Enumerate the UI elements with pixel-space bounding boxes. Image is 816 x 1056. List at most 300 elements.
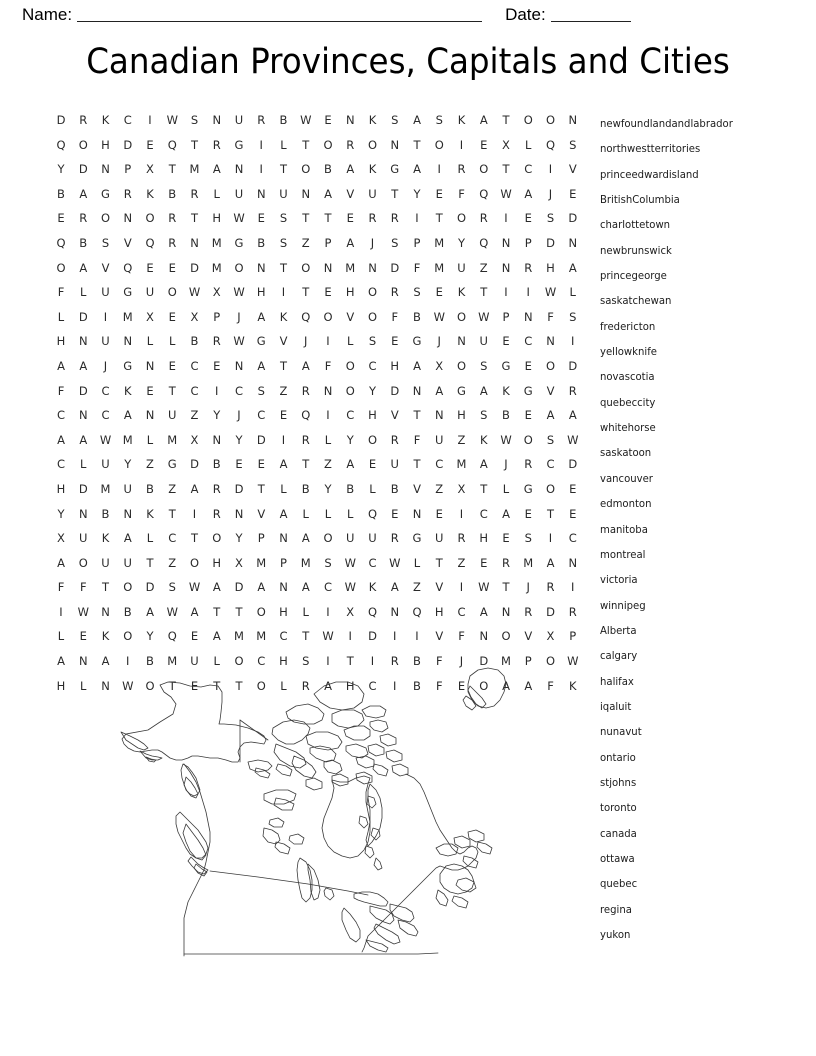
grid-letter[interactable]: N [568,555,578,570]
grid-letter[interactable]: C [323,580,333,595]
grid-letter[interactable]: R [168,235,177,250]
grid-letter[interactable]: N [212,432,222,447]
grid-letter[interactable]: M [345,260,356,275]
grid-letter[interactable]: M [300,555,311,570]
grid-letter[interactable]: U [457,260,466,275]
grid-letter[interactable]: E [569,186,577,201]
grid-letter[interactable]: G [390,162,400,177]
word-list-item[interactable]: saskatchewan [600,295,672,308]
grid-letter[interactable]: L [146,531,154,546]
grid-letter[interactable]: Y [235,531,243,546]
grid-letter[interactable]: A [479,604,488,619]
word-list-item[interactable]: victoria [600,574,638,587]
grid-letter[interactable]: C [279,629,288,644]
grid-letter[interactable]: B [413,678,421,693]
grid-letter[interactable]: R [346,137,355,152]
grid-letter[interactable]: C [368,678,377,693]
grid-letter[interactable]: O [256,678,266,693]
grid-letter[interactable]: I [192,506,197,521]
grid-letter[interactable]: A [257,309,266,324]
grid-letter[interactable]: O [145,678,155,693]
grid-letter[interactable]: N [78,334,88,349]
grid-letter[interactable]: A [146,604,154,619]
grid-letter[interactable]: M [434,235,445,250]
grid-letter[interactable]: I [281,432,286,447]
grid-letter[interactable]: G [123,285,133,300]
grid-letter[interactable]: N [368,260,377,275]
word-list-item[interactable]: Alberta [600,624,637,637]
grid-letter[interactable]: D [256,432,266,447]
grid-letter[interactable]: R [123,186,132,201]
grid-letter[interactable]: N [323,260,333,275]
grid-letter[interactable]: N [101,604,110,619]
word-list-item[interactable]: montreal [600,548,646,561]
grid-letter[interactable]: A [257,358,266,373]
grid-letter[interactable]: Q [545,137,556,152]
grid-letter[interactable]: A [413,358,421,373]
grid-letter[interactable]: D [546,235,555,250]
grid-letter[interactable]: O [78,137,88,152]
grid-letter[interactable]: W [478,580,490,595]
grid-letter[interactable]: L [324,432,332,447]
grid-letter[interactable]: E [190,629,199,644]
grid-letter[interactable]: L [57,309,65,324]
grid-letter[interactable]: C [524,334,533,349]
grid-letter[interactable]: W [233,285,245,300]
grid-letter[interactable]: C [479,506,488,521]
grid-letter[interactable]: N [145,408,155,423]
grid-letter[interactable]: Y [146,629,154,644]
grid-letter[interactable]: A [212,162,221,177]
grid-letter[interactable]: O [456,211,467,226]
grid-letter[interactable]: S [101,235,110,250]
grid-letter[interactable]: H [56,334,66,349]
grid-letter[interactable]: B [413,309,421,324]
grid-letter[interactable]: H [212,211,222,226]
grid-letter[interactable]: I [393,678,397,693]
word-list-item[interactable]: halifax [600,675,634,688]
grid-letter[interactable]: N [279,531,288,546]
grid-letter[interactable]: P [280,555,287,570]
grid-letter[interactable]: R [368,211,377,226]
grid-letter[interactable]: J [103,358,108,373]
grid-letter[interactable]: E [324,285,332,300]
grid-letter[interactable]: K [457,285,466,300]
grid-letter[interactable]: I [348,629,352,644]
grid-letter[interactable]: G [412,531,422,546]
grid-letter[interactable]: P [524,654,532,669]
grid-letter[interactable]: I [548,162,553,177]
grid-letter[interactable]: O [345,358,355,373]
grid-letter[interactable]: O [167,285,177,300]
word-list-item[interactable]: BritishColumbia [600,194,680,207]
grid-letter[interactable]: K [101,531,110,546]
grid-letter[interactable]: Z [457,555,466,570]
grid-letter[interactable]: D [234,580,244,595]
grid-letter[interactable]: O [323,137,333,152]
grid-letter[interactable]: O [145,211,155,226]
word-list-item[interactable]: stjohns [600,776,637,789]
grid-letter[interactable]: P [524,235,532,250]
grid-letter[interactable]: L [280,137,287,152]
grid-letter[interactable]: Y [235,432,243,447]
grid-letter[interactable]: E [435,285,443,300]
grid-letter[interactable]: E [168,309,176,324]
grid-letter[interactable]: E [435,186,443,201]
grid-letter[interactable]: S [524,531,532,546]
grid-letter[interactable]: T [435,211,443,226]
grid-letter[interactable]: T [190,531,199,546]
grid-letter[interactable]: Q [301,309,311,324]
grid-letter[interactable]: N [123,334,133,349]
grid-letter[interactable]: A [524,186,533,201]
grid-letter[interactable]: D [368,629,377,644]
grid-letter[interactable]: A [390,580,399,595]
grid-letter[interactable]: H [279,604,288,619]
grid-letter[interactable]: T [502,580,510,595]
grid-letter[interactable]: N [101,678,110,693]
grid-letter[interactable]: W [233,334,245,349]
grid-letter[interactable]: R [301,432,310,447]
grid-letter[interactable]: I [415,629,419,644]
word-list-item[interactable]: fredericton [600,320,656,333]
grid-letter[interactable]: N [279,580,288,595]
grid-letter[interactable]: B [257,235,266,250]
grid-letter[interactable]: E [235,457,243,472]
grid-letter[interactable]: R [390,531,399,546]
grid-letter[interactable]: L [213,654,220,669]
grid-letter[interactable]: N [434,408,444,423]
grid-letter[interactable]: Q [167,629,177,644]
grid-letter[interactable]: W [188,285,201,300]
grid-letter[interactable]: X [457,481,466,496]
grid-letter[interactable]: N [234,506,244,521]
grid-letter[interactable]: C [257,408,266,423]
grid-letter[interactable]: W [166,604,178,619]
grid-letter[interactable]: G [234,137,244,152]
grid-letter[interactable]: V [346,309,355,324]
grid-letter[interactable]: E [569,481,577,496]
grid-letter[interactable]: Z [479,260,488,275]
grid-letter[interactable]: A [546,408,555,423]
grid-letter[interactable]: A [502,506,510,521]
grid-letter[interactable]: W [300,113,312,127]
grid-letter[interactable]: N [212,113,222,127]
grid-letter[interactable]: S [413,285,421,300]
grid-letter[interactable]: G [256,334,266,349]
grid-letter[interactable]: Q [412,604,422,619]
grid-letter[interactable]: C [234,383,244,398]
grid-letter[interactable]: E [146,383,154,398]
grid-letter[interactable]: Z [324,457,332,472]
grid-letter[interactable]: L [369,481,376,496]
grid-letter[interactable]: O [323,531,333,546]
grid-letter[interactable]: T [391,186,399,201]
grid-letter[interactable]: H [390,358,400,373]
grid-letter[interactable]: W [433,309,445,324]
grid-letter[interactable]: T [235,604,243,619]
grid-letter[interactable]: W [389,555,401,570]
grid-letter[interactable]: M [256,555,267,570]
word-list-item[interactable]: ontario [600,751,636,764]
grid-letter[interactable]: P [257,531,265,546]
grid-letter[interactable]: S [480,358,488,373]
grid-letter[interactable]: Y [213,408,221,423]
grid-letter[interactable]: L [57,629,65,644]
grid-letter[interactable]: O [78,555,88,570]
grid-letter[interactable]: B [301,481,310,496]
grid-letter[interactable]: A [79,186,88,201]
grid-letter[interactable]: B [279,113,288,127]
grid-letter[interactable]: E [324,113,332,127]
grid-letter[interactable]: R [457,531,466,546]
grid-letter[interactable]: R [390,432,399,447]
grid-letter[interactable]: S [391,113,399,127]
grid-letter[interactable]: G [412,334,422,349]
grid-letter[interactable]: K [368,113,377,127]
grid-letter[interactable]: I [126,654,130,669]
grid-letter[interactable]: B [502,408,510,423]
grid-letter[interactable]: I [548,531,553,546]
grid-letter[interactable]: B [346,481,355,496]
word-list-item[interactable]: novascotia [600,371,655,384]
word-list-item[interactable]: princegeorge [600,270,667,283]
grid-letter[interactable]: U [390,457,399,472]
grid-letter[interactable]: V [546,383,555,398]
grid-letter[interactable]: G [234,235,244,250]
grid-letter[interactable]: E [279,408,288,423]
grid-letter[interactable]: A [279,457,288,472]
grid-letter[interactable]: Q [367,604,378,619]
grid-letter[interactable]: E [168,358,176,373]
name-write-line[interactable] [77,8,482,22]
grid-letter[interactable]: E [368,457,377,472]
grid-letter[interactable]: R [390,285,399,300]
grid-letter[interactable]: I [571,580,575,595]
grid-letter[interactable]: F [435,678,443,693]
grid-letter[interactable]: F [547,678,554,693]
grid-letter[interactable]: A [79,432,88,447]
grid-letter[interactable]: S [168,580,176,595]
grid-letter[interactable]: F [458,629,465,644]
grid-letter[interactable]: U [435,432,444,447]
grid-letter[interactable]: K [368,162,377,177]
grid-letter[interactable]: A [568,408,577,423]
grid-letter[interactable]: D [568,358,578,373]
grid-letter[interactable]: F [324,358,332,373]
grid-letter[interactable]: R [390,654,399,669]
grid-letter[interactable]: J [370,235,375,250]
word-list-item[interactable]: toronto [600,802,637,815]
word-list-item[interactable]: regina [600,903,632,916]
grid-letter[interactable]: T [324,211,332,226]
grid-letter[interactable]: T [190,211,199,226]
grid-letter[interactable]: N [479,629,489,644]
grid-letter[interactable]: L [525,137,532,152]
grid-letter[interactable]: M [122,432,133,447]
grid-letter[interactable]: U [190,654,199,669]
grid-letter[interactable]: A [346,457,355,472]
grid-letter[interactable]: N [412,506,422,521]
grid-letter[interactable]: O [523,113,533,127]
grid-letter[interactable]: W [344,555,356,570]
grid-letter[interactable]: O [345,383,355,398]
grid-letter[interactable]: U [101,334,110,349]
grid-letter[interactable]: N [412,383,422,398]
grid-letter[interactable]: K [368,580,377,595]
grid-letter[interactable]: N [323,383,333,398]
grid-letter[interactable]: N [123,211,133,226]
grid-letter[interactable]: B [146,481,154,496]
grid-letter[interactable]: Y [368,383,377,398]
grid-letter[interactable]: C [190,383,199,398]
grid-letter[interactable]: A [346,235,355,250]
grid-letter[interactable]: H [56,678,66,693]
grid-letter[interactable]: H [279,654,288,669]
grid-letter[interactable]: W [166,113,178,127]
grid-letter[interactable]: K [457,113,466,127]
grid-letter[interactable]: T [257,481,265,496]
grid-letter[interactable]: D [190,457,199,472]
grid-letter[interactable]: N [234,358,244,373]
grid-letter[interactable]: A [212,580,221,595]
grid-letter[interactable]: W [188,580,201,595]
grid-letter[interactable]: U [101,457,110,472]
grid-letter[interactable]: N [568,113,578,127]
grid-letter[interactable]: T [213,678,221,693]
grid-letter[interactable]: S [569,137,577,152]
grid-letter[interactable]: N [190,235,199,250]
grid-letter[interactable]: B [146,654,154,669]
grid-letter[interactable]: Q [479,186,489,201]
grid-letter[interactable]: G [457,383,466,398]
grid-letter[interactable]: I [526,285,530,300]
grid-letter[interactable]: E [146,137,154,152]
grid-letter[interactable]: Z [190,408,199,423]
grid-letter[interactable]: C [435,457,444,472]
grid-letter[interactable]: R [212,334,221,349]
grid-letter[interactable]: U [234,113,244,127]
grid-letter[interactable]: D [479,654,489,669]
grid-letter[interactable]: E [502,334,510,349]
grid-letter[interactable]: T [502,162,510,177]
grid-letter[interactable]: A [79,358,88,373]
grid-letter[interactable]: F [391,309,399,324]
grid-letter[interactable]: N [523,309,533,324]
grid-letter[interactable]: V [568,162,577,177]
grid-letter[interactable]: U [101,285,110,300]
grid-letter[interactable]: E [435,506,443,521]
grid-letter[interactable]: N [501,604,511,619]
grid-letter[interactable]: W [122,678,134,693]
grid-letter[interactable]: O [545,481,556,496]
grid-letter[interactable]: E [391,506,399,521]
word-list-item[interactable]: newbrunswick [600,244,672,257]
grid-letter[interactable]: E [524,506,532,521]
word-list-item[interactable]: iqaluit [600,700,632,713]
grid-letter[interactable]: H [345,285,355,300]
grid-letter[interactable]: X [546,629,555,644]
grid-letter[interactable]: R [524,604,533,619]
grid-letter[interactable]: U [145,285,155,300]
grid-letter[interactable]: R [524,260,533,275]
grid-letter[interactable]: R [168,211,177,226]
grid-letter[interactable]: M [234,629,244,644]
grid-letter[interactable]: D [390,260,400,275]
grid-letter[interactable]: G [167,457,177,472]
grid-letter[interactable]: U [435,531,444,546]
grid-letter[interactable]: K [123,383,132,398]
grid-letter[interactable]: R [190,186,199,201]
grid-letter[interactable]: L [347,334,354,349]
grid-letter[interactable]: V [346,186,355,201]
grid-letter[interactable]: C [257,654,266,669]
grid-letter[interactable]: T [302,629,310,644]
grid-letter[interactable]: V [524,629,533,644]
grid-letter[interactable]: V [123,235,132,250]
grid-letter[interactable]: I [259,137,263,152]
word-list-item[interactable]: manitoba [600,523,648,536]
grid-letter[interactable]: J [526,580,530,595]
grid-letter[interactable]: B [324,162,332,177]
grid-letter[interactable]: Z [279,383,288,398]
grid-letter[interactable]: O [56,260,66,275]
grid-letter[interactable]: O [301,260,311,275]
grid-letter[interactable]: N [457,334,466,349]
grid-letter[interactable]: A [479,457,488,472]
grid-letter[interactable]: M [122,309,133,324]
grid-letter[interactable]: F [547,309,554,324]
grid-letter[interactable]: T [413,408,421,423]
grid-letter[interactable]: X [190,432,199,447]
grid-letter[interactable]: N [256,260,266,275]
grid-letter[interactable]: O [501,629,511,644]
grid-letter[interactable]: O [545,358,556,373]
grid-letter[interactable]: T [168,678,176,693]
grid-letter[interactable]: L [302,506,309,521]
grid-letter[interactable]: B [57,186,65,201]
grid-letter[interactable]: A [212,629,221,644]
grid-letter[interactable]: J [459,654,464,669]
grid-letter[interactable]: O [456,358,467,373]
grid-letter[interactable]: T [168,506,176,521]
grid-letter[interactable]: G [523,383,533,398]
grid-letter[interactable]: I [215,383,219,398]
grid-letter[interactable]: O [479,678,489,693]
grid-letter[interactable]: T [480,481,488,496]
grid-letter[interactable]: U [168,408,177,423]
grid-letter[interactable]: J [237,309,241,324]
grid-letter[interactable]: U [279,186,288,201]
grid-letter[interactable]: G [123,358,133,373]
grid-letter[interactable]: F [413,432,421,447]
grid-letter[interactable]: E [480,555,488,570]
grid-letter[interactable]: D [78,383,88,398]
grid-letter[interactable]: R [257,113,266,127]
grid-letter[interactable]: I [259,162,263,177]
grid-letter[interactable]: K [279,309,288,324]
grid-letter[interactable]: A [324,678,332,693]
grid-letter[interactable]: T [279,260,288,275]
word-list-item[interactable]: winnipeg [600,599,646,612]
grid-letter[interactable]: E [79,629,87,644]
grid-letter[interactable]: T [346,654,354,669]
grid-letter[interactable]: W [500,432,512,447]
grid-letter[interactable]: S [279,235,288,250]
grid-letter[interactable]: N [501,260,511,275]
grid-letter[interactable]: L [324,506,332,521]
grid-letter[interactable]: O [479,162,489,177]
